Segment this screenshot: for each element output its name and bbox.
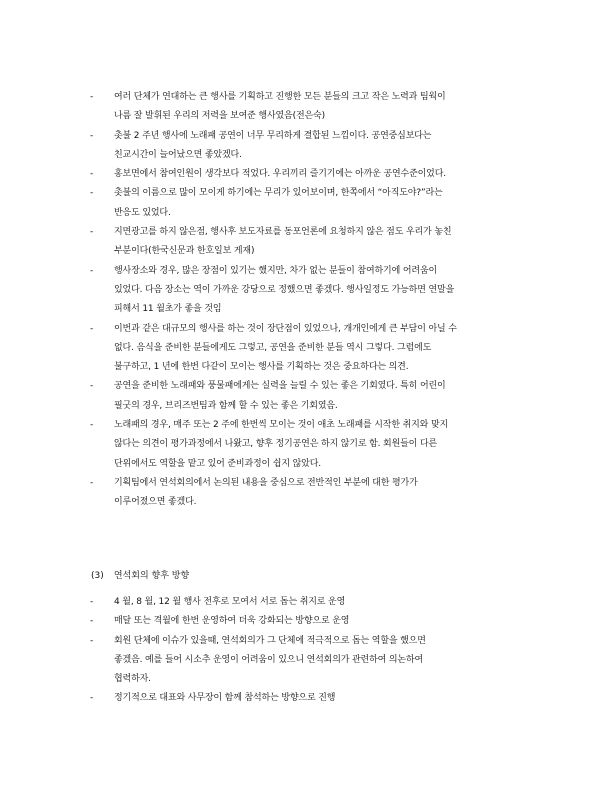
bullet-dash: - bbox=[90, 188, 94, 199]
bullet-dash: - bbox=[90, 381, 94, 392]
list-item bbox=[0, 262, 612, 320]
bullet-dash: - bbox=[90, 477, 94, 488]
list-item bbox=[0, 223, 612, 262]
item-text-line: 정기적으로 대표와 사무장이 함께 참석하는 방향으로 진행 bbox=[114, 693, 336, 704]
section-heading bbox=[91, 567, 189, 586]
item-text-line: 공연을 준비한 노래패와 풍물패에게는 실력을 늘릴 수 있는 좋은 기회였다. 특히 어린이 bbox=[114, 381, 446, 392]
bullet-dash: - bbox=[90, 227, 94, 238]
item-text-line: 반응도 있었다. bbox=[114, 207, 171, 218]
item-text-line: 촛불 2 주년 행사에 노래패 공연이 너무 무리하게 결합된 느낌이다. 공연중심보다는 bbox=[114, 130, 432, 141]
item-text-line: 불구하고, 1 년에 한번 다같이 모이는 행사를 기획하는 것은 중요하다는 의견. bbox=[114, 362, 409, 373]
item-text-line: 회원 단체에 이슈가 있을때, 연석회의가 그 단체에 적극적으로 돕는 역할을 했으면 bbox=[114, 635, 426, 646]
item-text-line: 매달 또는 격월에 한번 운영하여 더욱 강화되는 방향으로 운영 bbox=[114, 616, 350, 627]
item-text-line: 행사장소와 경우, 많은 장점이 있기는 했지만, 차가 없는 분들이 참여하기에 어려움이 bbox=[114, 265, 438, 276]
list-item bbox=[0, 127, 612, 166]
list-item bbox=[0, 184, 612, 223]
item-text-line: 피해서 11 월초가 좋을 것임 bbox=[114, 304, 222, 315]
item-text-line: 여러 단체가 연대하는 큰 행사를 기획하고 진행한 모든 분들의 크고 작은 노력과 팀웍이 bbox=[114, 92, 446, 102]
evaluation-list bbox=[0, 88, 612, 513]
item-text-line: 촛불의 이름으로 많이 모이게 하기에는 무리가 있어보이며, 한쪽에서 “아직도야?”라는 bbox=[114, 188, 443, 199]
item-text-line: 홍보면에서 참여인원이 생각보다 적었다. 우리끼리 즐기기에는 아까운 공연수준이었다. bbox=[114, 169, 446, 180]
item-text-line: 협력하자. bbox=[114, 674, 151, 685]
list-item bbox=[0, 165, 612, 184]
item-text-line: 없다. 음식을 준비한 분들에게도 그렇고, 공연을 준비한 분들 역시 그렇다. 그럼에도 bbox=[114, 342, 432, 353]
item-text-line: 단위에서도 역할을 맡고 있어 준비과정이 쉽지 않았다. bbox=[114, 458, 321, 469]
item-text-line: 이루어졌으면 좋겠다. bbox=[114, 497, 197, 508]
list-item bbox=[0, 377, 612, 416]
item-text-line: 노래패의 경우, 매주 또는 2 주에 한번씩 모이는 것이 애초 노래패를 시작한 취지와 맞지 bbox=[114, 420, 449, 431]
bullet-dash: - bbox=[90, 635, 94, 646]
bullet-dash: - bbox=[90, 130, 94, 141]
item-text-line: 나름 잘 발휘된 우리의 저력을 보여준 행사였음(전은숙) bbox=[114, 111, 325, 122]
bullet-dash: - bbox=[90, 616, 94, 627]
bullet-dash: - bbox=[90, 323, 94, 334]
item-text-line: 좋겠음. 예를 들어 시소추 운영이 어려움이 있으니 연석회의가 관련하여 의논하여 bbox=[114, 654, 424, 665]
bullet-dash: - bbox=[90, 169, 94, 180]
item-text-line: 필굿의 경우, 브리즈번팀과 함께 할 수 있는 좋은 기회였음. bbox=[114, 400, 338, 411]
list-item bbox=[0, 416, 612, 474]
item-text-line: 부분이다(한국신문과 한호일보 게재) bbox=[114, 246, 255, 257]
list-item bbox=[0, 632, 612, 690]
list-item bbox=[0, 612, 612, 631]
list-item bbox=[0, 320, 612, 378]
item-text-line: 기획팀에서 연석회의에서 논의된 내용을 중심으로 전반적인 부분에 대한 평가가 bbox=[114, 477, 418, 488]
item-text-line: 친교시간이 늘어났으면 좋았겠다. bbox=[114, 149, 242, 160]
future-direction-list bbox=[0, 593, 612, 709]
bullet-dash: - bbox=[90, 92, 94, 102]
item-text-line: 이번과 같은 대규모의 행사를 하는 것이 장단점이 있었으나, 개개인에게 큰 부담이 아닐 수 bbox=[114, 323, 457, 334]
section-title: 연석회의 향후 방향 bbox=[113, 571, 190, 581]
bullet-dash: - bbox=[90, 420, 94, 431]
bullet-dash: - bbox=[90, 265, 94, 276]
list-item bbox=[0, 593, 612, 612]
list-item bbox=[0, 474, 612, 513]
list-item bbox=[0, 88, 612, 127]
item-text-line: 4 월, 8 월, 12 월 행사 전후로 모여서 서로 돕는 취지로 운영 bbox=[114, 597, 346, 607]
section-number: (3) bbox=[91, 571, 104, 581]
item-text-line: 있었다. 다음 장소는 역이 가까운 강당으로 정했으면 좋겠다. 행사일정도 가능하면 연말을 bbox=[114, 284, 455, 295]
item-text-line: 않다는 의견이 평가과정에서 나왔고, 향후 정기공연은 하지 않기로 함. 회원들이 다른 bbox=[114, 439, 438, 450]
item-text-line: 지면광고를 하지 않은점, 행사후 보도자료를 동포언론에 요청하지 않은 점도 우리가 놓친 bbox=[114, 227, 452, 238]
bullet-dash: - bbox=[90, 693, 94, 704]
bullet-dash: - bbox=[90, 597, 94, 607]
list-item bbox=[0, 689, 612, 708]
